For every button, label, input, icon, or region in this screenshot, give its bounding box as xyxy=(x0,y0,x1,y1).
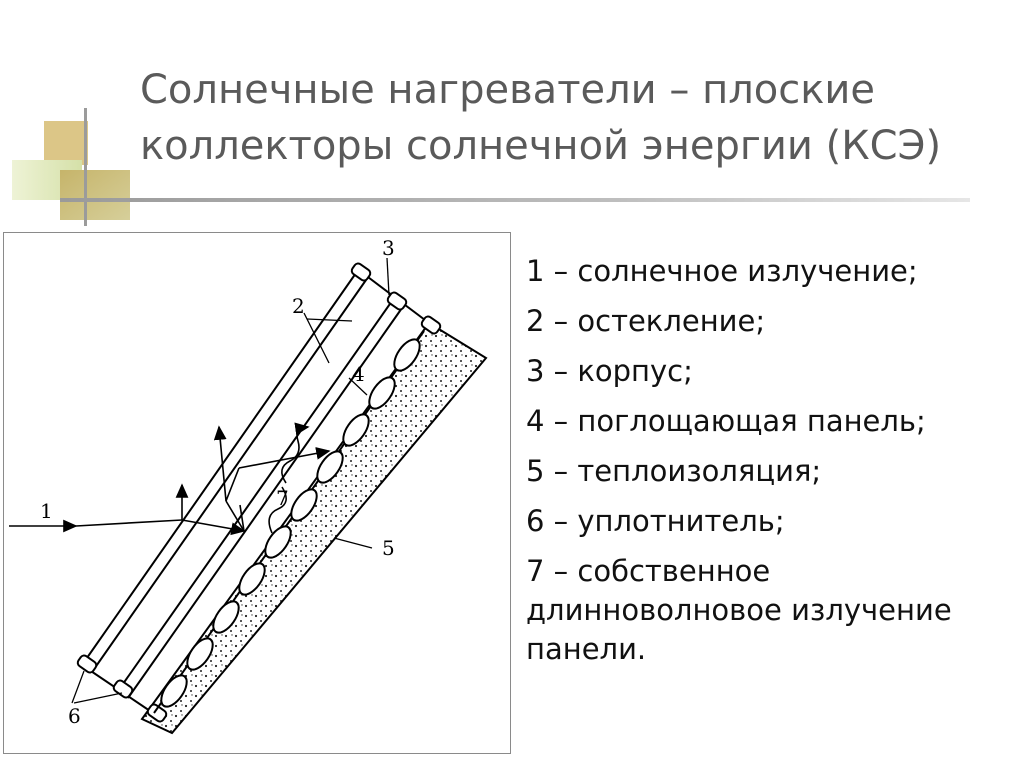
legend-item: 7 – собственное длинноволновое излучение панели. xyxy=(526,554,952,666)
title-line-2: коллекторы солнечной энергии (КСЭ) xyxy=(140,123,942,169)
legend-item: 6 – уплотнитель; xyxy=(526,504,785,538)
decor-vline xyxy=(84,108,87,226)
glazing-layers xyxy=(82,271,429,715)
legend-item: 1 – солнечное излучение; xyxy=(526,254,918,288)
label-1: 1 xyxy=(40,499,53,523)
legend-list xyxy=(526,246,1006,669)
label-2: 2 xyxy=(292,294,305,318)
label-6: 6 xyxy=(68,704,81,728)
decor-block-olive xyxy=(60,170,130,220)
legend-item: 5 – теплоизоляция; xyxy=(526,454,822,488)
label-5: 5 xyxy=(382,536,395,560)
legend-item: 2 – остекление; xyxy=(526,304,766,338)
legend-item: 4 – поглощающая панель; xyxy=(526,404,926,438)
label-4: 4 xyxy=(352,362,365,386)
legend-item: 3 – корпус; xyxy=(526,354,693,388)
title-divider xyxy=(60,198,970,202)
slide-title xyxy=(140,62,1000,174)
label-7: 7 xyxy=(276,486,289,510)
collector-diagram-svg xyxy=(4,233,510,753)
decor-block-tan xyxy=(44,121,88,165)
title-line-1: Солнечные нагреватели – плоские xyxy=(140,67,876,113)
label-3: 3 xyxy=(382,236,395,260)
collector-diagram xyxy=(3,232,511,754)
